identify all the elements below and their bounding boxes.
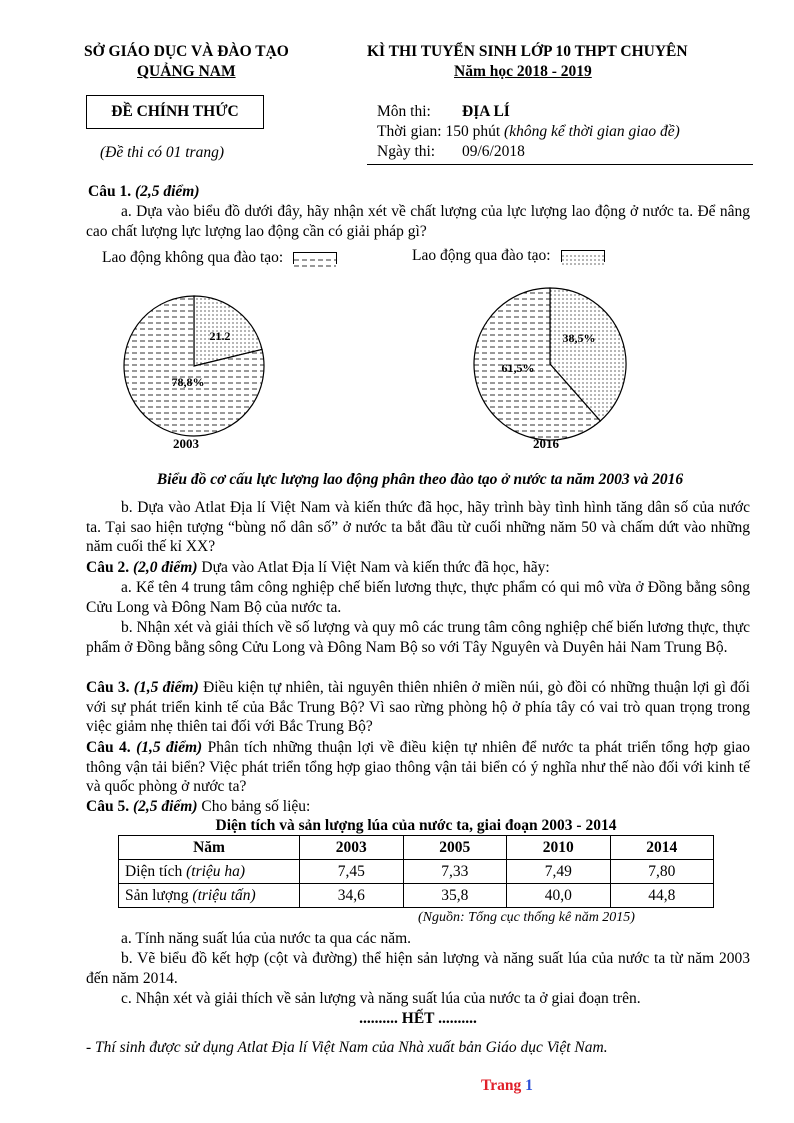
table-row	[119, 860, 714, 884]
school-year: Năm học 2018 - 2019	[454, 63, 592, 80]
row-label-text: Diện tích	[125, 862, 183, 880]
q2-part-b: b. Nhận xét và giải thích về số lượng và quy mô các trung tâm công nghiệp chế biến lương thực, thực phẩm ở Đồng bằng sông Cửu Long và Đông Nam Bộ so với Tây Nguyên và Duyên hải Nam Trung Bộ.	[86, 619, 750, 656]
table-header-cell: 2010	[507, 836, 611, 860]
q4-label: Câu 4.	[86, 739, 131, 756]
q5-part-b: b. Vẽ biểu đồ kết hợp (cột và đường) thể hiện sản lượng và năng suất lúa của nước ta từ năm 2003 đến năm 2014.	[86, 950, 750, 987]
pie-slice-label: 21.2	[209, 329, 231, 343]
q2-block	[86, 558, 750, 578]
row-unit: (triệu tấn)	[192, 886, 256, 904]
row-label	[119, 884, 300, 908]
legend-trained-swatch	[561, 250, 605, 262]
time-label: Thời gian:	[377, 123, 442, 140]
table-header-row	[119, 836, 714, 860]
time-value: 150 phút	[445, 123, 501, 140]
exam-title: KÌ THI TUYỂN SINH LỚP 10 THPT CHUYÊN	[367, 43, 688, 60]
row-label-text: Sản lượng	[125, 886, 189, 904]
legend-untrained-pattern	[294, 257, 336, 267]
legend-trained-pattern	[562, 255, 604, 265]
q5-intro: Cho bảng số liệu:	[201, 798, 311, 815]
table-cell: 34,6	[300, 884, 404, 908]
pie-year-label: 2003	[173, 436, 199, 451]
row-unit: (triệu ha)	[186, 862, 246, 880]
q1-heading	[88, 182, 748, 202]
data-table	[118, 835, 714, 908]
legend-untrained-swatch	[293, 252, 337, 264]
q2-label: Câu 2.	[86, 559, 130, 576]
pie-slice-label: 78,8%	[171, 375, 205, 389]
table-cell: 7,33	[403, 860, 507, 884]
table-cell: 7,80	[610, 860, 714, 884]
official-box: ĐỀ CHÍNH THỨC	[86, 95, 264, 129]
pie-slice-label: 61,5%	[501, 361, 535, 375]
table-cell: 40,0	[507, 884, 611, 908]
table-cell: 7,49	[507, 860, 611, 884]
q4-block	[86, 738, 750, 797]
q3-text: Điều kiện tự nhiên, tài nguyên thiên nhiên ở miền núi, gò đồi có những thuận lợi gì đối với sự phát triển kinh tế của Bắc Trung Bộ? Vì sao rừng phòng hộ ở phía tây có vai trò quan trọng trong việc giảm nhẹ thiên tai đối với Bắc Trung Bộ?	[86, 679, 750, 735]
pie-chart-2016	[466, 278, 636, 460]
legend-trained	[412, 246, 605, 266]
page-number: 1	[525, 1077, 533, 1094]
pie-chart-2003	[116, 290, 276, 460]
table-header-cell: 2005	[403, 836, 507, 860]
time-row	[377, 122, 680, 142]
footnote: - Thí sinh được sử dụng Atlat Địa lí Việt Nam của Nhà xuất bản Giáo dục Việt Nam.	[86, 1039, 608, 1056]
table-header-cell: 2003	[300, 836, 404, 860]
q2-intro: Dựa vào Atlat Địa lí Việt Nam và kiến thức đã học, hãy:	[201, 559, 550, 576]
table-header-cell: 2014	[610, 836, 714, 860]
table-cell: 7,45	[300, 860, 404, 884]
page-count-note: (Đề thi có 01 trang)	[100, 144, 224, 161]
page-footer	[481, 1076, 533, 1096]
subject-value: ĐỊA LÍ	[462, 103, 510, 120]
date-value: 09/6/2018	[462, 143, 525, 160]
q5-part-a: a. Tính năng suất lúa của nước ta qua các năm.	[121, 930, 412, 947]
legend-untrained	[102, 248, 337, 268]
q5-heading	[86, 797, 746, 817]
table-cell: 35,8	[403, 884, 507, 908]
pie-slice-label: 38,5%	[562, 331, 596, 345]
page-label: Trang	[481, 1077, 522, 1094]
q3-block	[86, 678, 750, 737]
q5-part-c: c. Nhận xét và giải thích về sản lượng và năng suất lúa của nước ta ở giai đoạn trên.	[121, 990, 641, 1007]
q5-label: Câu 5.	[86, 798, 130, 815]
date-label: Ngày thi:	[377, 143, 436, 160]
q1-points: (2,5 điểm)	[134, 183, 200, 200]
row-label	[119, 860, 300, 884]
table-title: Diện tích và sản lượng lúa của nước ta, giai đoạn 2003 - 2014	[215, 817, 617, 834]
q1-label: Câu 1.	[88, 183, 132, 200]
q2-part-a: a. Kể tên 4 trung tâm công nghiệp chế biến lương thực, thực phẩm có qui mô vừa ở Đồng bằng sông Cửu Long và Đông Nam Bộ của nước ta.	[86, 579, 750, 616]
table-header-cell: Năm	[119, 836, 300, 860]
table-cell: 44,8	[610, 884, 714, 908]
q5-points: (2,5 điểm)	[132, 798, 198, 815]
q4-text: Phân tích những thuận lợi về điều kiện tự nhiên để nước ta phát triển tổng hợp giao thông vận tải biển? Việc phát triển tổng hợp giao thông vận tải biển có ý nghĩa như thế nào đối với kinh tế và quốc phòng ở nước ta?	[86, 739, 751, 795]
subject-label: Môn thi:	[377, 103, 431, 120]
legend-trained-label: Lao động qua đào tạo:	[412, 247, 551, 264]
time-note: (không kể thời gian giao đề)	[504, 123, 680, 140]
pie-year-label: 2016	[533, 436, 559, 451]
q2-points: (2,0 điểm)	[132, 559, 198, 576]
q1-part-b: b. Dựa vào Atlat Địa lí Việt Nam và kiến thức đã học, hãy trình bày tình hình tăng dân số của nước ta. Tại sao hiện tượng “bùng nổ dân số” ở nước ta bắt đầu từ cuối những năm 50 và chấm dứt vào những năm cuối thế kỉ XX?	[86, 499, 750, 555]
province-name: QUẢNG NAM	[137, 63, 236, 80]
table-row	[119, 884, 714, 908]
chart-caption: Biểu đồ cơ cấu lực lượng lao động phân theo đào tạo ở nước ta năm 2003 và 2016	[156, 471, 684, 488]
header-rule	[367, 164, 753, 165]
q3-points: (1,5 điểm)	[133, 679, 199, 696]
legend-untrained-label: Lao động không qua đào tạo:	[102, 249, 284, 266]
q3-label: Câu 3.	[86, 679, 130, 696]
table-source: (Nguồn: Tổng cục thống kê năm 2015)	[418, 910, 635, 925]
dept-name: SỞ GIÁO DỤC VÀ ĐÀO TẠO	[84, 43, 289, 60]
q4-points: (1,5 điểm)	[136, 739, 203, 756]
end-mark: .......... HẾT ..........	[359, 1010, 477, 1027]
q1-part-a: a. Dựa vào biểu đồ dưới đây, hãy nhận xét về chất lượng của lực lượng lao động ở nước ta. Để nâng cao chất lượng lực lượng lao động cần có giải pháp gì?	[86, 203, 750, 240]
